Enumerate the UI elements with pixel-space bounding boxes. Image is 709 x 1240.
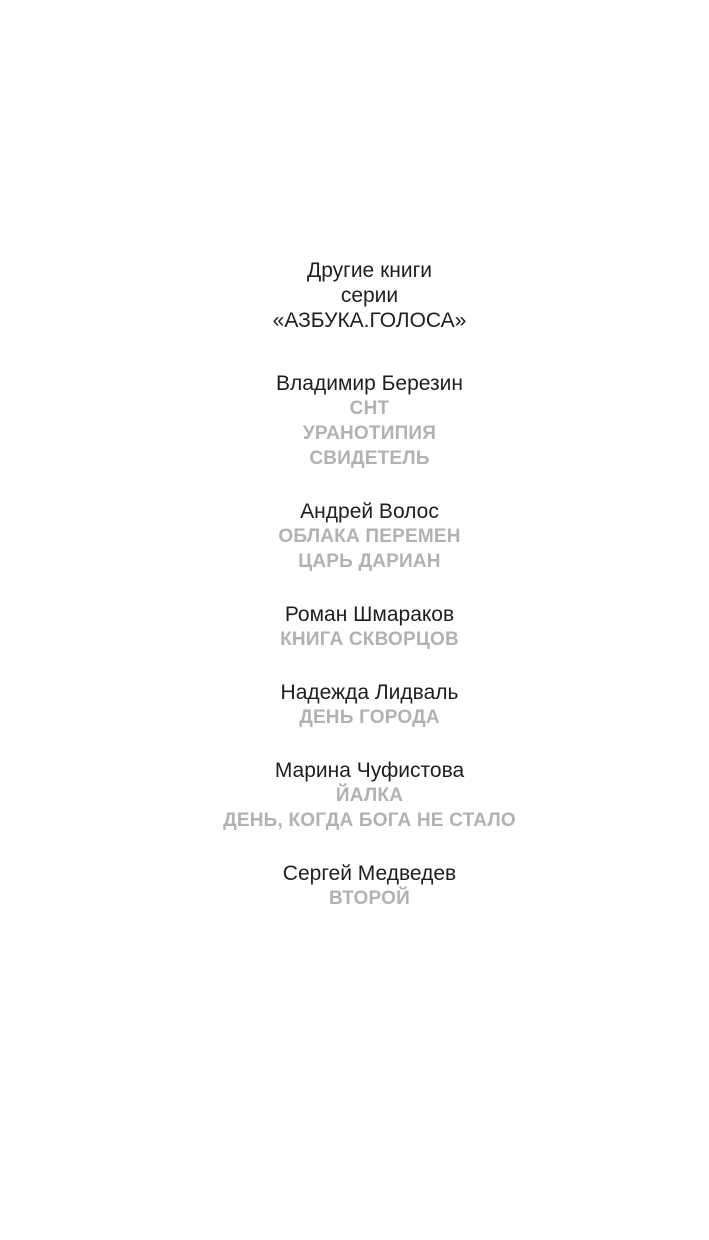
series-header-line: «АЗБУКА.ГОЛОСА»	[272, 309, 467, 332]
series-list	[30, 258, 709, 911]
author-name: Надежда Лидваль	[280, 681, 459, 704]
book-title: ВТОРОЙ	[329, 888, 410, 909]
author-block	[30, 602, 709, 652]
author-block	[30, 758, 709, 833]
author-name: Сергей Медведев	[282, 862, 457, 885]
book-title: ДЕНЬ, КОГДА БОГА НЕ СТАЛО	[223, 810, 516, 831]
series-header	[30, 258, 709, 333]
book-title: ДЕНЬ ГОРОДА	[299, 707, 440, 728]
book-title: ОБЛАКА ПЕРЕМЕН	[278, 526, 461, 547]
book-title: ЦАРЬ ДАРИАН	[298, 551, 441, 572]
book-title: УРАНОТИПИЯ	[302, 423, 437, 444]
book-title: СВИДЕТЕЛЬ	[309, 448, 430, 469]
author-block	[30, 371, 709, 471]
author-block	[30, 680, 709, 730]
author-name: Андрей Волос	[300, 500, 439, 523]
book-title: ЙАЛКА	[335, 785, 404, 806]
author-name: Владимир Березин	[276, 372, 463, 395]
author-block	[30, 861, 709, 911]
author-block	[30, 499, 709, 574]
book-title: СНТ	[349, 398, 390, 419]
series-header-line: Другие книги	[307, 259, 432, 282]
author-name: Марина Чуфистова	[274, 759, 465, 782]
author-name: Роман Шмараков	[284, 603, 455, 626]
book-title: КНИГА СКВОРЦОВ	[280, 629, 459, 650]
series-header-line: серии	[340, 284, 399, 307]
